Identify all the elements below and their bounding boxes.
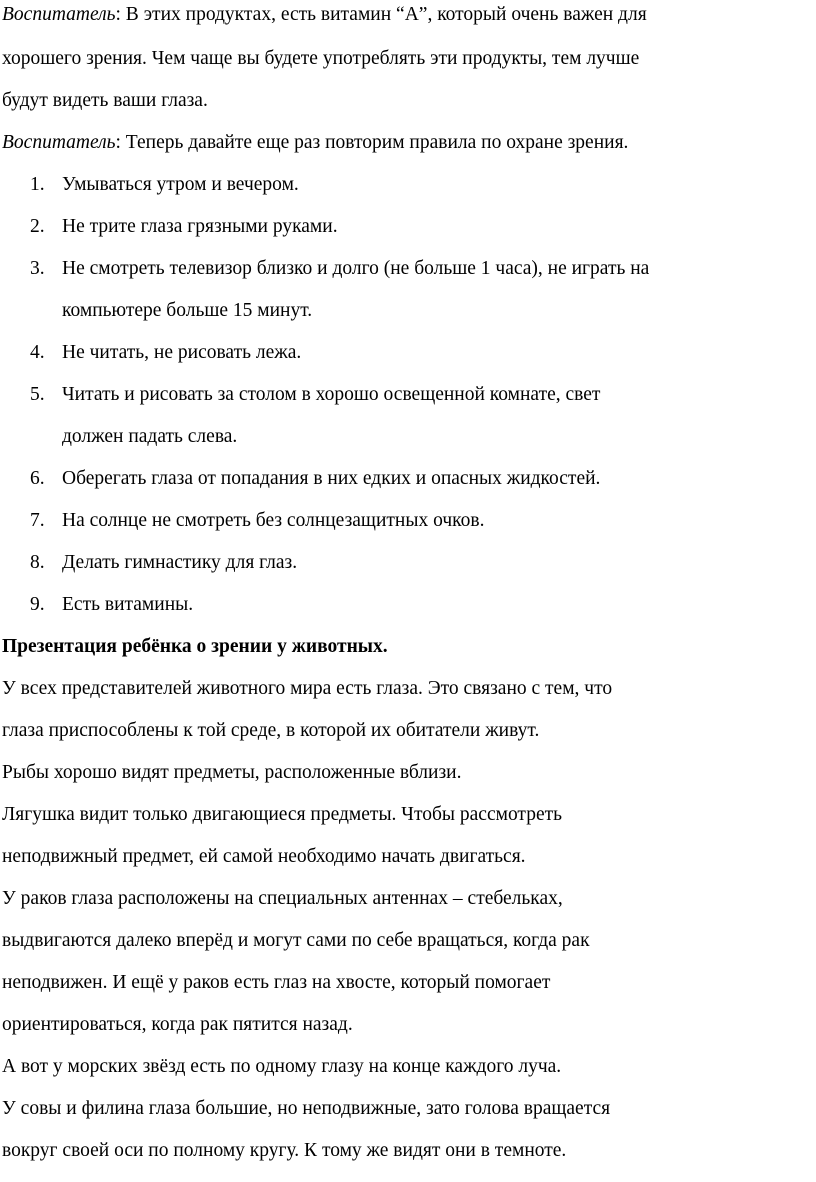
list-item — [30, 551, 297, 575]
paragraph-line: Лягушка видит только двигающиеся предметы. Чтобы рассмотреть — [2, 804, 563, 825]
list-item — [30, 383, 600, 407]
list-text: Не трите глаза грязными руками. — [62, 216, 338, 237]
list-text: Читать и рисовать за столом в хорошо освещенной комнате, свет — [62, 384, 601, 405]
intro-text: : Теперь давайте еще раз повторим правила по охране зрения. — [115, 132, 629, 153]
paragraph-line: У всех представителей животного мира есть глаза. Это связано с тем, что — [2, 678, 613, 699]
paragraph-line: Рыбы хорошо видят предметы, расположенные вблизи. — [2, 762, 462, 783]
paragraph-line: ориентироваться, когда рак пятится назад. — [2, 1014, 353, 1035]
intro-line-1 — [2, 3, 647, 27]
list-number: 4. — [30, 342, 45, 363]
list-text: Есть витамины. — [62, 594, 194, 615]
list-item-continuation: должен падать слева. — [62, 426, 238, 447]
list-item — [30, 173, 299, 197]
list-text: На солнце не смотреть без солнцезащитных очков. — [62, 510, 485, 531]
paragraph-line: А вот у морских звёзд есть по одному глазу на конце каждого луча. — [2, 1056, 562, 1077]
list-number: 6. — [30, 468, 45, 489]
list-number: 3. — [30, 258, 45, 279]
list-text: Делать гимнастику для глаз. — [62, 552, 298, 573]
intro-line-2: хорошего зрения. Чем чаще вы будете употреблять эти продукты, тем лучше — [2, 48, 640, 69]
list-text: Умываться утром и вечером. — [62, 174, 299, 195]
intro-line-4 — [2, 131, 628, 155]
list-number: 7. — [30, 510, 45, 531]
list-item-continuation: компьютере больше 15 минут. — [62, 300, 313, 321]
paragraph-line: неподвижен. И ещё у раков есть глаз на хвосте, который помогает — [2, 972, 551, 993]
paragraph-line: неподвижный предмет, ей самой необходимо начать двигаться. — [2, 846, 526, 867]
list-item — [30, 509, 484, 533]
speaker-label: Воспитатель — [2, 132, 116, 153]
list-item — [30, 257, 649, 281]
list-number: 8. — [30, 552, 45, 573]
list-text: Не смотреть телевизор близко и долго (не больше 1 часа), не играть на — [62, 258, 650, 279]
paragraph-line: У совы и филина глаза большие, но неподвижные, зато голова вращается — [2, 1098, 611, 1119]
intro-line-3: будут видеть ваши глаза. — [2, 90, 208, 111]
list-item — [30, 215, 338, 239]
paragraph-line: вокруг своей оси по полному кругу. К тому же видят они в темноте. — [2, 1140, 567, 1161]
speaker-label: Воспитатель — [2, 4, 116, 25]
paragraph-line: У раков глаза расположены на специальных антеннах – стебельках, — [2, 888, 563, 909]
paragraph-line: глаза приспособлены к той среде, в которой их обитатели живут. — [2, 720, 540, 741]
list-number: 1. — [30, 174, 45, 195]
list-item — [30, 341, 301, 365]
list-item — [30, 467, 600, 491]
list-number: 9. — [30, 594, 45, 615]
list-text: Оберегать глаза от попадания в них едких и опасных жидкостей. — [62, 468, 601, 489]
list-number: 2. — [30, 216, 45, 237]
paragraph-line: выдвигаются далеко вперёд и могут сами по себе вращаться, когда рак — [2, 930, 590, 951]
list-text: Не читать, не рисовать лежа. — [62, 342, 302, 363]
intro-text: : В этих продуктах, есть витамин “А”, который очень важен для — [115, 4, 647, 25]
list-number: 5. — [30, 384, 45, 405]
list-item — [30, 593, 193, 617]
section-heading: Презентация ребёнка о зрении у животных. — [2, 636, 388, 657]
